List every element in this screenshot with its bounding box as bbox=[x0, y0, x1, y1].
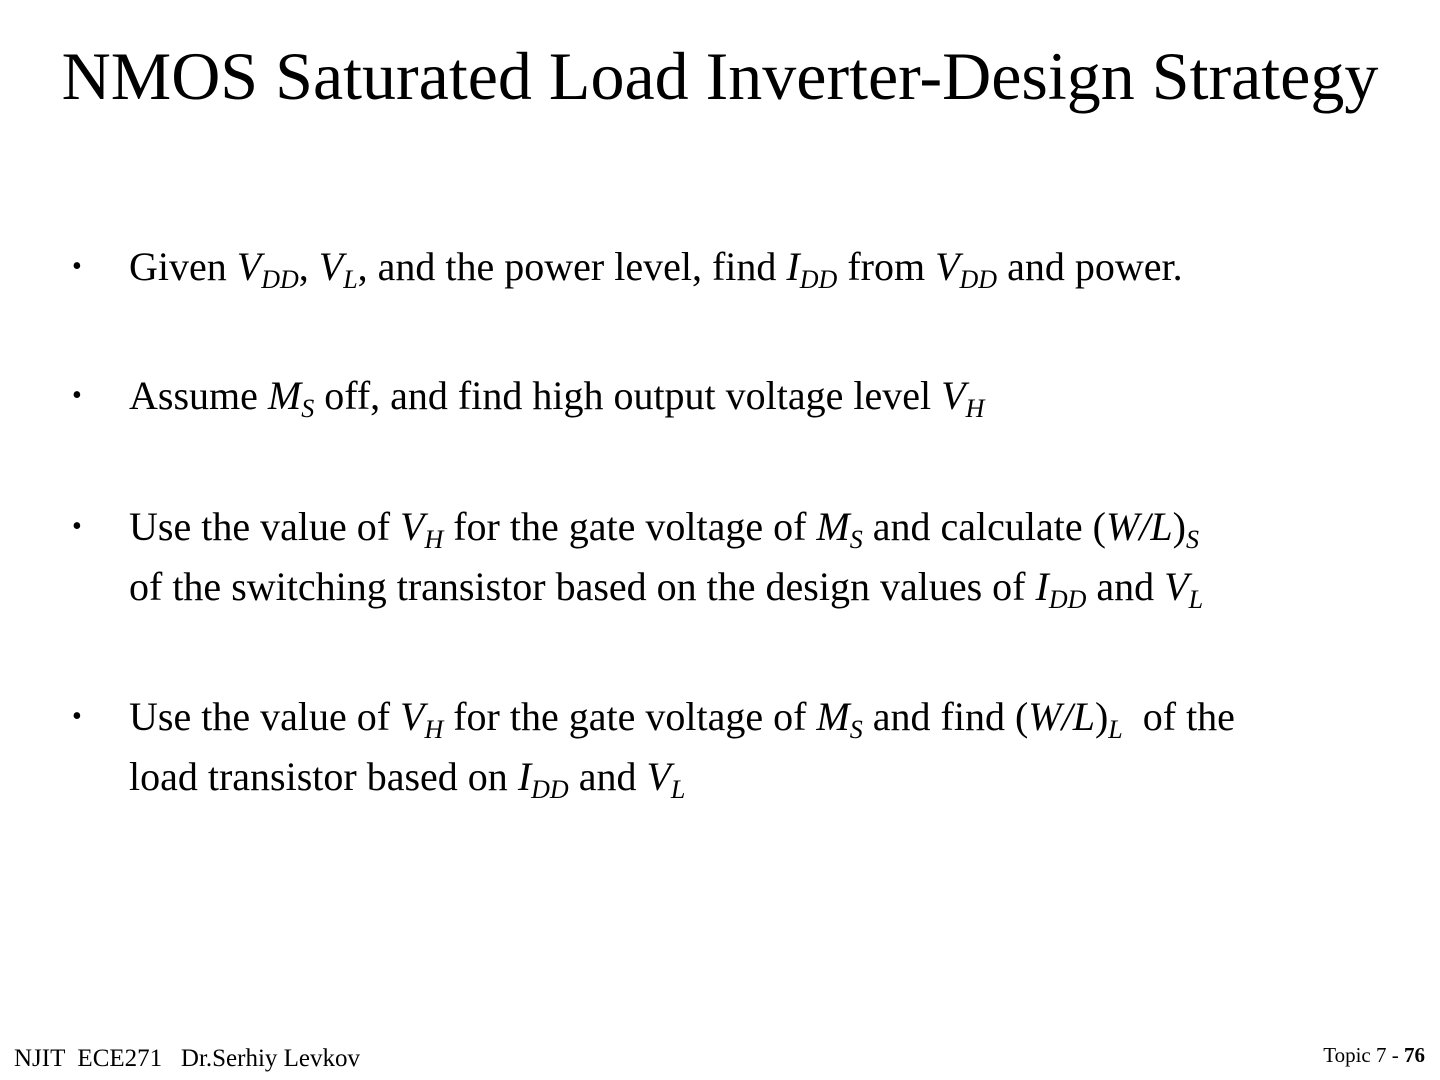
bullet-line bbox=[129, 497, 1369, 557]
text-segment: ) bbox=[1172, 504, 1186, 549]
variable: V bbox=[236, 244, 262, 289]
page-number: 76 bbox=[1404, 1043, 1425, 1067]
text-segment: off, and find high output voltage level bbox=[314, 373, 942, 418]
footer-course-info: NJIT ECE271 Dr.Serhiy Levkov bbox=[14, 1045, 361, 1072]
variable: V bbox=[646, 754, 671, 799]
text-segment: of the bbox=[1122, 694, 1235, 739]
bullet-line bbox=[129, 557, 1369, 617]
footer-page-number bbox=[1323, 1040, 1425, 1070]
subscript: L bbox=[1108, 715, 1123, 744]
text-segment: for the gate voltage of bbox=[443, 694, 817, 739]
variable: M bbox=[816, 504, 850, 549]
subscript: S bbox=[849, 525, 863, 554]
bullet-line bbox=[129, 237, 1369, 297]
bullet-text bbox=[129, 366, 1369, 426]
subscript: L bbox=[670, 775, 686, 804]
bullet-dot: • bbox=[72, 701, 82, 732]
variable: M bbox=[267, 373, 302, 418]
bullet-text bbox=[129, 687, 1369, 807]
subscript: H bbox=[424, 715, 444, 744]
text-segment: from bbox=[837, 244, 936, 289]
bullet-line bbox=[129, 366, 1369, 426]
subscript: DD bbox=[959, 265, 998, 294]
subscript: DD bbox=[1048, 585, 1087, 614]
subscript: H bbox=[965, 394, 985, 423]
variable: V bbox=[400, 694, 425, 739]
bullet-dot: • bbox=[72, 511, 82, 542]
bullet-dot: • bbox=[72, 380, 82, 411]
variable: I bbox=[1035, 564, 1049, 609]
text-segment: for the gate voltage of bbox=[443, 504, 817, 549]
text-segment: and find ( bbox=[862, 694, 1029, 739]
text-segment: and bbox=[568, 754, 647, 799]
slide-title: NMOS Saturated Load Inverter-Design Strategy bbox=[61, 38, 1379, 114]
text-segment: Assume bbox=[129, 373, 268, 418]
bullet-line bbox=[129, 687, 1369, 747]
subscript: S bbox=[849, 715, 863, 744]
subscript: H bbox=[424, 525, 444, 554]
text-segment: Given bbox=[129, 244, 237, 289]
text-segment: , and the power level, find bbox=[357, 244, 787, 289]
variable: V bbox=[935, 244, 960, 289]
variable: W/L bbox=[1028, 694, 1095, 739]
bullet-text bbox=[129, 237, 1369, 297]
text-segment: and bbox=[1086, 564, 1165, 609]
text-segment: Use the value of bbox=[129, 504, 401, 549]
bullet-dot: • bbox=[72, 251, 82, 282]
variable: V bbox=[1164, 564, 1189, 609]
variable: I bbox=[786, 244, 800, 289]
subscript: L bbox=[1188, 585, 1204, 614]
subscript: S bbox=[301, 394, 315, 423]
text-segment: and power. bbox=[997, 244, 1183, 289]
subscript: DD bbox=[261, 265, 299, 294]
bullet-line bbox=[129, 747, 1369, 807]
text-segment: load transistor based on bbox=[129, 754, 518, 799]
subscript: DD bbox=[531, 775, 569, 804]
subscript: DD bbox=[799, 265, 838, 294]
variable: I bbox=[517, 754, 532, 799]
bullet-text bbox=[129, 497, 1369, 617]
subscript: L bbox=[343, 265, 358, 294]
text-segment: of the switching transistor based on the design values of bbox=[129, 564, 1036, 609]
subscript: S bbox=[1185, 525, 1199, 554]
variable: V bbox=[400, 504, 425, 549]
text-segment: , bbox=[298, 244, 319, 289]
topic-label: Topic 7 - bbox=[1323, 1043, 1404, 1067]
variable: V bbox=[941, 373, 966, 418]
variable: W/L bbox=[1105, 504, 1173, 549]
variable: M bbox=[816, 694, 850, 739]
text-segment: ) bbox=[1094, 694, 1109, 739]
text-segment: Use the value of bbox=[129, 694, 401, 739]
text-segment: and calculate ( bbox=[862, 504, 1106, 549]
variable: V bbox=[318, 244, 344, 289]
